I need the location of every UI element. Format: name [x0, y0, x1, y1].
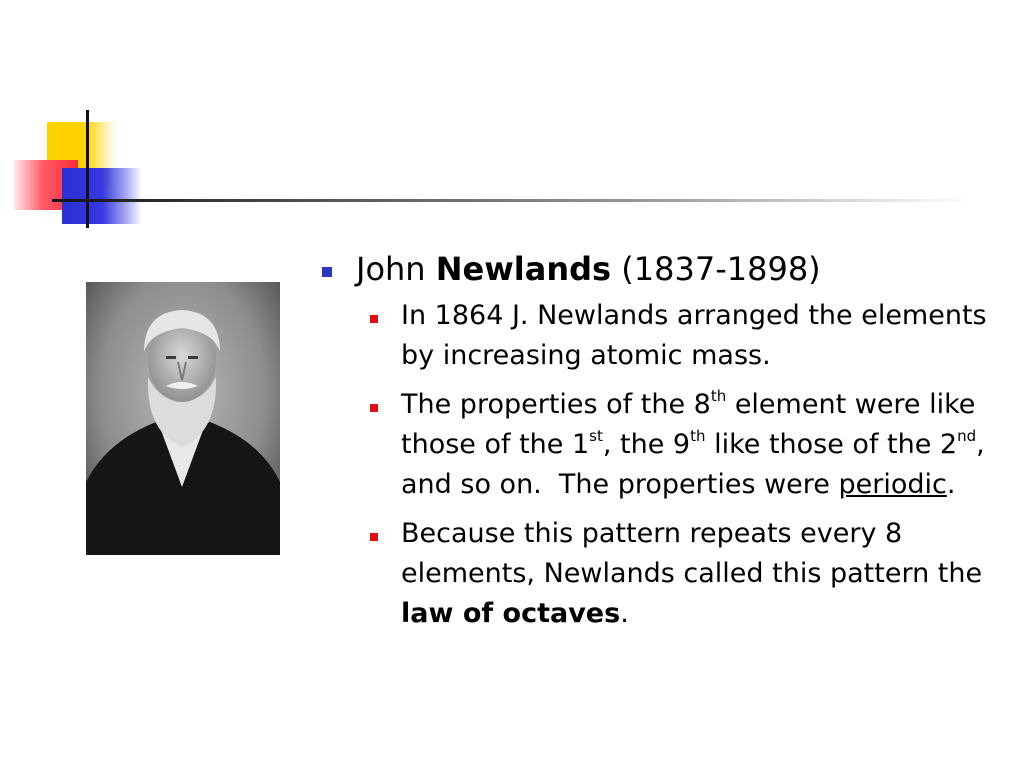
slide-content	[318, 246, 998, 643]
portrait-image	[86, 282, 280, 555]
heading-first-name: John	[356, 250, 426, 288]
bullet-text: like those of the 2	[705, 429, 958, 460]
bullet-text: .	[620, 598, 629, 629]
bold-term: law of octaves	[401, 598, 621, 629]
portrait-drawing	[86, 282, 280, 555]
square-bullet-icon	[322, 267, 332, 277]
decor-vertical-line	[86, 110, 89, 228]
ordinal-suffix: nd	[957, 427, 977, 445]
sub-bullet-item	[356, 385, 1001, 505]
bullet-text: .	[946, 469, 956, 500]
heading-last-name: Newlands	[435, 250, 612, 288]
ordinal-suffix: th	[710, 387, 727, 405]
bullet-text: , the 9	[602, 429, 691, 460]
bullet-text: , and so on. The properties were	[401, 429, 994, 500]
bullet-text: In 1864 J. Newlands arranged the elements by increasing atomic mass.	[401, 300, 987, 371]
decor-blue-square	[62, 168, 142, 224]
heading-bullet-item	[318, 246, 998, 292]
bullet-text: The properties of the 8	[401, 389, 711, 420]
bullet-text: element were like those of the 1	[401, 389, 976, 460]
ordinal-suffix: st	[589, 427, 603, 445]
underlined-term: periodic	[838, 469, 947, 500]
bullet-text: Because this pattern repeats every 8 elements, Newlands called this pattern the	[401, 518, 983, 589]
square-bullet-icon	[370, 533, 378, 541]
decor-horizontal-rule	[52, 199, 972, 202]
heading-years: (1837-1898)	[621, 250, 821, 288]
sub-bullet-list	[356, 296, 998, 634]
square-bullet-icon	[370, 404, 378, 412]
sub-bullet-item	[356, 514, 1001, 634]
ordinal-suffix: th	[690, 427, 706, 445]
square-bullet-icon	[370, 315, 378, 323]
sub-bullet-item	[356, 296, 1001, 376]
